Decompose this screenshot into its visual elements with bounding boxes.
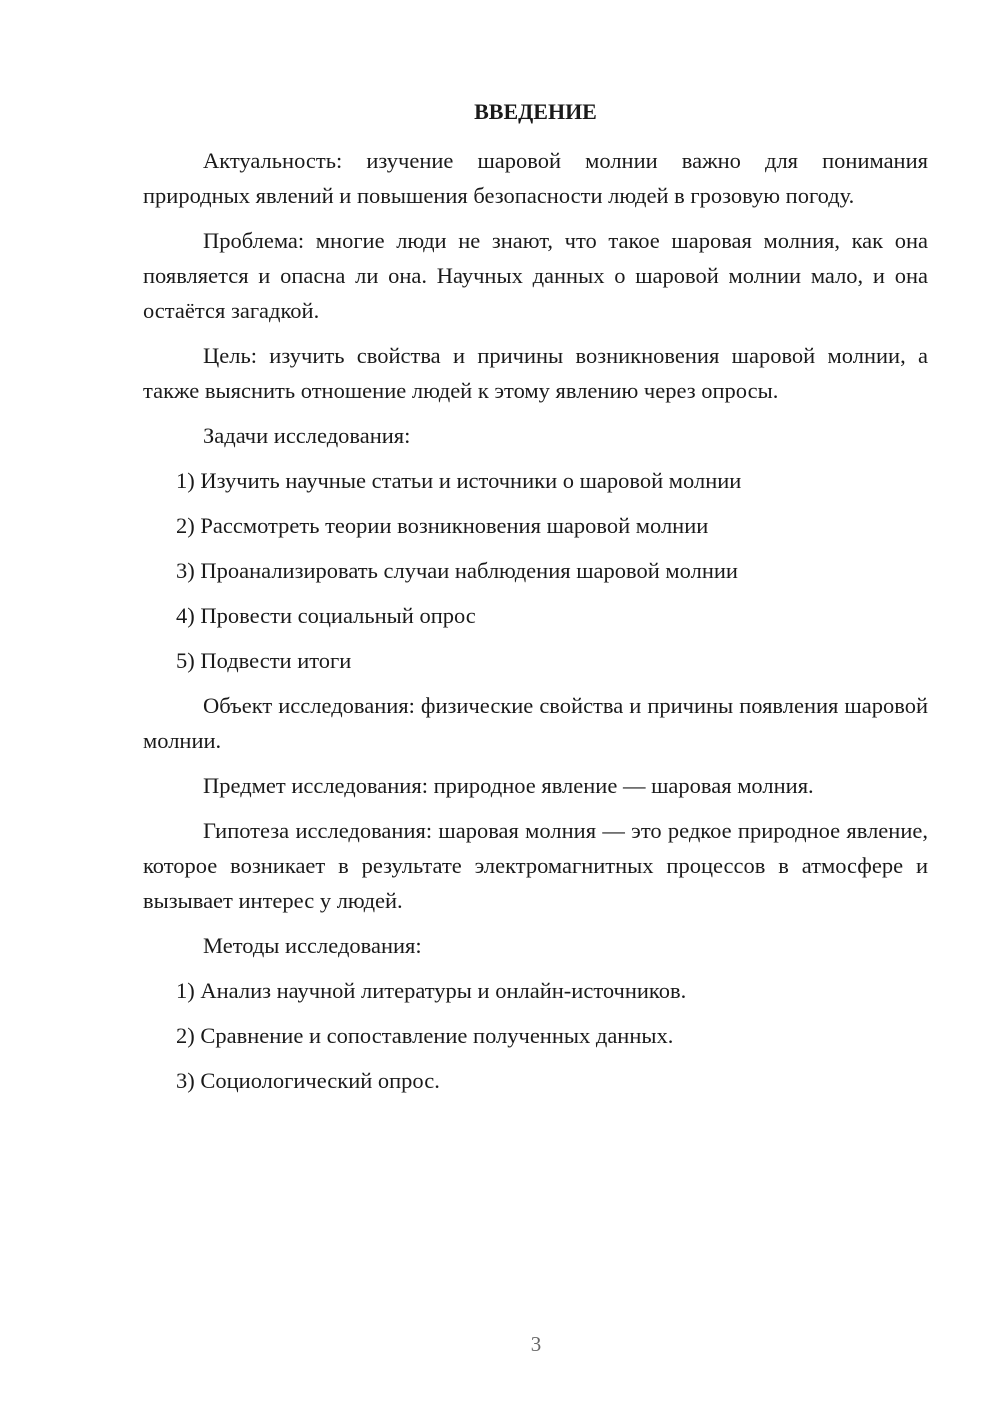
- list-item: 2) Рассмотреть теории возникновения шаровой молнии: [176, 513, 709, 538]
- methods-list: [143, 973, 928, 1098]
- goal-paragraph: Цель: изучить свойства и причины возникновения шаровой молнии, а также выяснить отношение людей к этому явлению через опросы.: [143, 343, 928, 403]
- relevance-paragraph: Актуальность: изучение шаровой молнии важно для понимания природных явлений и повышения безопасности людей в грозовую погоду.: [143, 148, 928, 208]
- list-item: 4) Провести социальный опрос: [176, 603, 476, 628]
- tasks-list: [143, 463, 928, 678]
- tasks-heading: Задачи исследования:: [203, 423, 411, 448]
- list-item: 1) Изучить научные статьи и источники о шаровой молнии: [176, 468, 742, 493]
- page-number: 3: [530, 1332, 542, 1356]
- list-item: 1) Анализ научной литературы и онлайн-источников.: [176, 978, 687, 1003]
- list-item: 2) Сравнение и сопоставление полученных данных.: [176, 1023, 674, 1048]
- hypothesis-paragraph: Гипотеза исследования: шаровая молния — это редкое природное явление, которое возникает в результате электромагнитных процессов в атмосфере и вызывает интерес у людей.: [143, 818, 928, 913]
- list-item: 3) Проанализировать случаи наблюдения шаровой молнии: [176, 558, 738, 583]
- problem-paragraph: Проблема: многие люди не знают, что такое шаровая молния, как она появляется и опасна ли она. Научных данных о шаровой молнии мало, и она остаётся загадкой.: [143, 228, 928, 323]
- methods-heading: Методы исследования:: [203, 933, 422, 958]
- list-item: 3) Социологический опрос.: [176, 1068, 440, 1093]
- page-content: [143, 94, 928, 1098]
- object-paragraph: Объект исследования: физические свойства и причины появления шаровой молнии.: [143, 693, 928, 753]
- subject-paragraph: Предмет исследования: природное явление — шаровая молния.: [203, 773, 814, 798]
- page-title: ВВЕДЕНИЕ: [474, 99, 597, 124]
- list-item: 5) Подвести итоги: [176, 648, 352, 673]
